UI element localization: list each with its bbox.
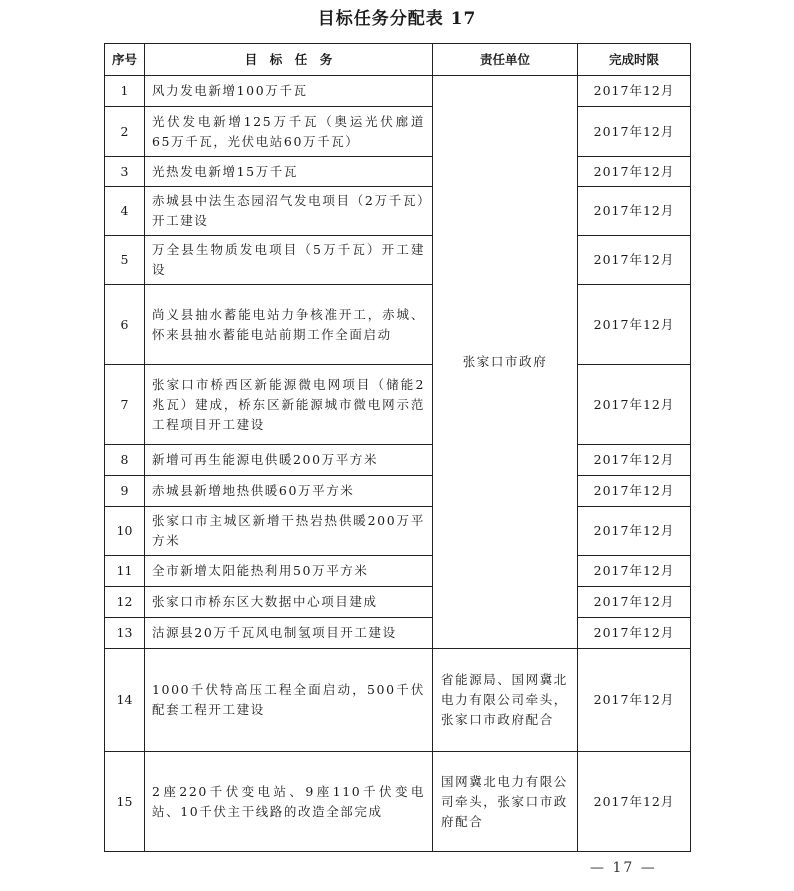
table-header-row [105, 44, 691, 76]
row-date: 2017年12月 [578, 476, 691, 507]
table-row [105, 587, 691, 618]
row-task: 赤城县新增地热供暖60万平方米 [145, 476, 433, 507]
table-row [105, 476, 691, 507]
table-row [105, 556, 691, 587]
task-allocation-table [104, 43, 691, 852]
row-task: 1000千伏特高压工程全面启动，500千伏配套工程开工建设 [145, 649, 433, 752]
header-date: 完成时限 [578, 44, 691, 76]
table-row [105, 649, 691, 752]
row-num: 2 [105, 107, 145, 157]
row-num: 11 [105, 556, 145, 587]
table-row [105, 618, 691, 649]
page-title: 目标任务分配表 17 [317, 9, 477, 29]
row-date: 2017年12月 [578, 76, 691, 107]
row-num: 9 [105, 476, 145, 507]
row-date: 2017年12月 [578, 157, 691, 187]
table-row [105, 752, 691, 852]
row-num: 1 [105, 76, 145, 107]
row-date: 2017年12月 [578, 187, 691, 236]
row-task: 赤城县中法生态园沼气发电项目（2万千瓦）开工建设 [145, 187, 433, 236]
table-row [105, 157, 691, 187]
row-num: 5 [105, 236, 145, 285]
table-row [105, 365, 691, 445]
header-unit: 责任单位 [433, 44, 578, 76]
row-date: 2017年12月 [578, 365, 691, 445]
row-task: 全市新增太阳能热利用50万平方米 [145, 556, 433, 587]
row-date: 2017年12月 [578, 507, 691, 556]
row-task: 沽源县20万千瓦风电制氢项目开工建设 [145, 618, 433, 649]
row-date: 2017年12月 [578, 618, 691, 649]
row-responsible-unit: 国网冀北电力有限公司牵头，张家口市政府配合 [433, 752, 578, 852]
row-date: 2017年12月 [578, 752, 691, 852]
row-num: 14 [105, 649, 145, 752]
row-responsible-unit: 省能源局、国网冀北电力有限公司牵头，张家口市政府配合 [433, 649, 578, 752]
table-row [105, 76, 691, 107]
row-date: 2017年12月 [578, 556, 691, 587]
table-row [105, 107, 691, 157]
row-date: 2017年12月 [578, 649, 691, 752]
table-row [105, 445, 691, 476]
row-task: 万全县生物质发电项目（5万千瓦）开工建设 [145, 236, 433, 285]
row-num: 4 [105, 187, 145, 236]
row-num: 8 [105, 445, 145, 476]
table-row [105, 507, 691, 556]
row-num: 12 [105, 587, 145, 618]
header-task: 目 标 任 务 [145, 44, 433, 76]
row-date: 2017年12月 [578, 587, 691, 618]
row-task: 张家口市桥西区新能源微电网项目（储能2兆瓦）建成，桥东区新能源城市微电网示范工程项目开工建设 [145, 365, 433, 445]
row-date: 2017年12月 [578, 285, 691, 365]
row-num: 13 [105, 618, 145, 649]
row-date: 2017年12月 [578, 107, 691, 157]
row-task: 风力发电新增100万千瓦 [145, 76, 433, 107]
row-num: 6 [105, 285, 145, 365]
row-num: 7 [105, 365, 145, 445]
row-date: 2017年12月 [578, 445, 691, 476]
row-num: 3 [105, 157, 145, 187]
shared-responsible-unit: 张家口市政府 [433, 76, 578, 649]
row-date: 2017年12月 [578, 236, 691, 285]
table-row [105, 236, 691, 285]
row-num: 10 [105, 507, 145, 556]
row-task: 光热发电新增15万千瓦 [145, 157, 433, 187]
row-task: 尚义县抽水蓄能电站力争核准开工，赤城、怀来县抽水蓄能电站前期工作全面启动 [145, 285, 433, 365]
page-number: — 17 — [590, 860, 657, 876]
row-task: 新增可再生能源电供暖200万平方米 [145, 445, 433, 476]
table-row [105, 187, 691, 236]
table-row [105, 285, 691, 365]
header-num: 序号 [105, 44, 145, 76]
row-task: 张家口市桥东区大数据中心项目建成 [145, 587, 433, 618]
row-num: 15 [105, 752, 145, 852]
row-task: 光伏发电新增125万千瓦（奥运光伏廊道65万千瓦，光伏电站60万千瓦） [145, 107, 433, 157]
row-task: 2座220千伏变电站、9座110千伏变电站、10千伏主干线路的改造全部完成 [145, 752, 433, 852]
row-task: 张家口市主城区新增干热岩热供暖200万平方米 [145, 507, 433, 556]
